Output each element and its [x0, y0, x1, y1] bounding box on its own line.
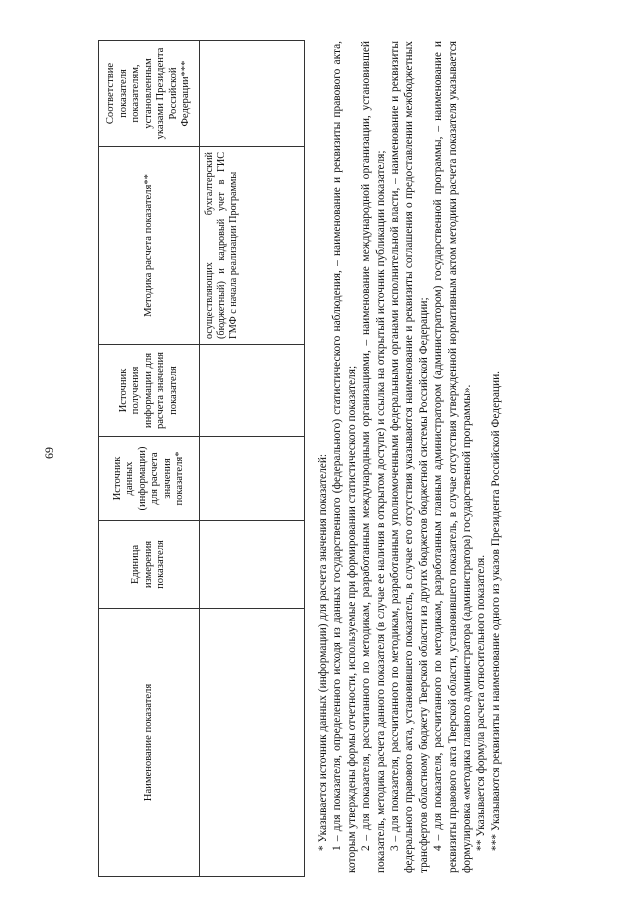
header-indicator-name: Наименование показателя [99, 609, 200, 877]
cell-calculation-method: осуществляющих бухгалтерский (бюджетный) и кадровый учет в ГИС ГМФ с начала реализации Программы [200, 147, 305, 345]
table-row [200, 41, 305, 877]
cell-data-source [200, 437, 305, 521]
cell-info-source [200, 345, 305, 437]
header-unit: Единица измерения показателя [99, 521, 200, 609]
cell-indicator-name [200, 609, 305, 877]
header-info-source: Источник получения информации для расчета значения показателя [99, 345, 200, 437]
footnote-item-4: 4 – для показателя, рассчитанного по методикам, разработанным главным администратором (администратором) государственной программы, – наименование и реквизиты правового акта Тверской области, установившего показатель, в случае отсутствия утвержденной нормативным актом методики расчета показателя указывается формулировка «методика главного администратора (администратора) государственной программы». [432, 41, 474, 873]
footnotes [316, 41, 503, 873]
cell-decree-conformity [200, 41, 305, 147]
footnote-formula: ** Указывается формула расчета относительного показателя. [475, 554, 488, 851]
footnote-item-3: 3 – для показателя, рассчитанного по методикам, разработанным уполномоченными федеральными органами исполнительной власти, – наименование и реквизиты федерального правового акта, установившего показатель, в случае его отсутствия указываются наименование и реквизиты соглашения о предоставлении межбюджетных трансфертов областному бюджету Тверской области из других бюджетов бюджетной системы Российской Федерации; [389, 41, 430, 873]
table-header-row [99, 41, 200, 877]
header-data-source: Источник данных (информации) для расчета значения показателя* [99, 437, 200, 521]
header-decree-conformity: Соответствие показателя показателям, установленным указами Президента Российской Федерации*** [99, 41, 200, 147]
header-calculation-method: Методика расчета показателя** [99, 147, 200, 345]
footnote-item-2: 2 – для показателя, рассчитанного по методикам, разработанным международными организациями, – наименование международной организации, установившей показатель, методика расчета данного показателя (в случае ее наличия в открытом доступе) и ссылка на открытый источник публикации показателя; [360, 41, 387, 873]
footnote-decrees: *** Указываются реквизиты и наименование одного из указов Президента Российской Федерации. [489, 370, 502, 851]
page-number: 69 [42, 447, 56, 459]
cell-unit [200, 521, 305, 609]
indicators-table [98, 40, 305, 877]
footnote-data-source: * Указывается источник данных (информации) для расчета значения показателей: [317, 453, 329, 851]
rotated-landscape-content [40, 17, 600, 877]
footnote-item-1: 1 – для показателя, определенного исходя из данных государственного (федерального) статистического наблюдения, – наименование и реквизиты правового акта, которым утверждены формы отчетности, используемые при формировании статистического показателя; [331, 41, 358, 873]
